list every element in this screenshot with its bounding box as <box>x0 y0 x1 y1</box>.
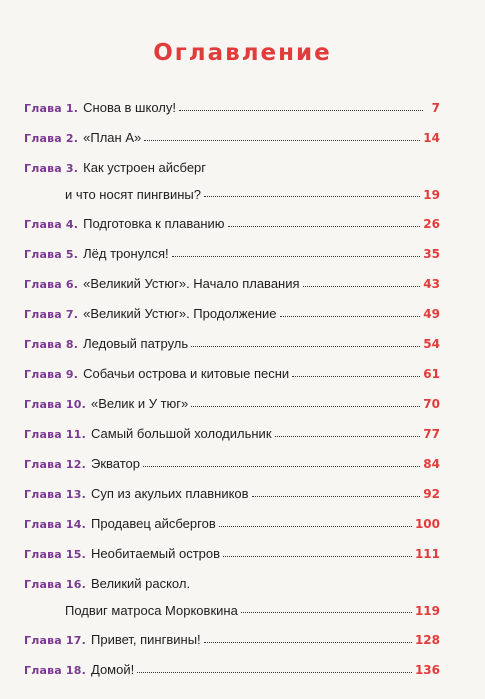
page-title: Оглавление <box>153 40 332 66</box>
chapter-label: Глава 5. <box>24 248 79 261</box>
toc-entry-line <box>24 276 440 293</box>
toc-entry-line <box>24 603 440 619</box>
toc-entry-line <box>24 130 440 147</box>
toc-entry <box>24 662 440 679</box>
toc-entry <box>24 546 440 563</box>
chapter-label: Глава 6. <box>24 278 79 291</box>
chapter-title: Лёд тронулся! <box>83 246 169 261</box>
chapter-title: Ледовый патруль <box>83 336 189 351</box>
chapter-label: Глава 2. <box>24 132 79 145</box>
toc-entry-line <box>24 396 440 413</box>
dot-leader <box>204 642 412 643</box>
toc-entry-line <box>24 246 440 263</box>
chapter-label: Глава 4. <box>24 218 79 231</box>
toc-entry <box>24 396 440 413</box>
toc-entry <box>24 366 440 383</box>
toc-entry-line <box>24 187 440 203</box>
page-number: 26 <box>423 217 440 231</box>
toc-entry-line <box>24 426 440 443</box>
dot-leader <box>204 196 420 197</box>
toc-entry <box>24 160 440 203</box>
chapter-label: Глава 18. <box>24 664 86 677</box>
chapter-title: «Великий Устюг». Продолжение <box>83 306 277 321</box>
chapter-label: Глава 8. <box>24 338 79 351</box>
toc-entry <box>24 486 440 503</box>
chapter-label: Глава 16. <box>24 578 86 591</box>
chapter-label: Глава 10. <box>24 398 86 411</box>
dot-leader <box>252 496 421 497</box>
chapter-label: Глава 11. <box>24 428 86 441</box>
chapter-title: Домой! <box>91 662 135 677</box>
dot-leader <box>275 436 421 437</box>
dot-leader <box>143 466 420 467</box>
dot-leader <box>191 346 420 347</box>
dot-leader <box>172 256 421 257</box>
dot-leader <box>144 140 420 141</box>
toc-entry-line <box>24 336 440 353</box>
toc-entry-line <box>24 662 440 679</box>
page-number: 84 <box>423 457 440 471</box>
dot-leader <box>137 672 412 673</box>
toc-entry <box>24 216 440 233</box>
chapter-label: Глава 15. <box>24 548 86 561</box>
toc-entry <box>24 632 440 649</box>
chapter-label: Глава 3. <box>24 162 79 175</box>
table-of-contents <box>24 100 440 692</box>
page-number: 19 <box>423 188 440 202</box>
toc-entry <box>24 130 440 147</box>
chapter-title: «Великий Устюг». Начало плавания <box>83 276 300 291</box>
chapter-title: Как устроен айсберг <box>83 160 207 175</box>
dot-leader <box>223 556 412 557</box>
chapter-title: Подвиг матроса Морковкина <box>65 603 238 618</box>
page-number: 14 <box>423 131 440 145</box>
chapter-label: Глава 13. <box>24 488 86 501</box>
page-number: 111 <box>414 547 440 561</box>
dot-leader <box>280 316 421 317</box>
toc-entry-line <box>24 366 440 383</box>
chapter-title: Необитаемый остров <box>91 546 221 561</box>
dot-leader <box>179 110 423 111</box>
chapter-label: Глава 7. <box>24 308 79 321</box>
dot-leader <box>191 406 420 407</box>
page-number: 43 <box>423 277 440 291</box>
toc-entry-line <box>24 576 440 593</box>
chapter-label: Глава 12. <box>24 458 86 471</box>
toc-entry-line <box>24 306 440 323</box>
chapter-title: и что носят пингвины? <box>65 187 201 202</box>
toc-entry <box>24 576 440 619</box>
chapter-title: Великий раскол. <box>91 576 191 591</box>
toc-entry-line <box>24 546 440 563</box>
dot-leader <box>241 612 412 613</box>
toc-entry <box>24 306 440 323</box>
toc-entry <box>24 516 440 533</box>
chapter-title: Снова в школу! <box>83 100 176 115</box>
toc-entry-line <box>24 632 440 649</box>
toc-entry <box>24 456 440 473</box>
page-number: 54 <box>423 337 440 351</box>
toc-entry <box>24 336 440 353</box>
page-number: 77 <box>423 427 440 441</box>
page-number: 61 <box>423 367 440 381</box>
dot-leader <box>292 376 420 377</box>
chapter-label: Глава 17. <box>24 634 86 647</box>
chapter-title: Продавец айсбергов <box>91 516 216 531</box>
toc-entry-line <box>24 486 440 503</box>
chapter-title: Экватор <box>91 456 141 471</box>
toc-entry-line <box>24 456 440 473</box>
chapter-title: «Велик и У тюг» <box>91 396 189 411</box>
dot-leader <box>228 226 421 227</box>
page-number: 70 <box>423 397 440 411</box>
toc-entry-line <box>24 160 440 177</box>
chapter-label: Глава 1. <box>24 102 79 115</box>
toc-entry <box>24 246 440 263</box>
page-number: 49 <box>423 307 440 321</box>
chapter-title: «План А» <box>83 130 142 145</box>
chapter-title: Собачьи острова и китовые песни <box>83 366 290 381</box>
dot-leader <box>303 286 421 287</box>
toc-entry <box>24 426 440 443</box>
toc-entry-line <box>24 100 440 117</box>
toc-entry-line <box>24 216 440 233</box>
dot-leader <box>219 526 412 527</box>
page-number: 100 <box>414 517 440 531</box>
chapter-title: Подготовка к плаванию <box>83 216 225 231</box>
page-number: 136 <box>414 663 440 677</box>
chapter-title: Привет, пингвины! <box>91 632 201 647</box>
page-number: 119 <box>414 604 440 618</box>
chapter-title: Суп из акульих плавников <box>91 486 249 501</box>
page-number: 92 <box>423 487 440 501</box>
chapter-label: Глава 9. <box>24 368 79 381</box>
toc-entry <box>24 276 440 293</box>
page-number: 7 <box>431 101 440 115</box>
toc-entry <box>24 100 440 117</box>
page-number: 128 <box>414 633 440 647</box>
chapter-label: Глава 14. <box>24 518 86 531</box>
toc-entry-line <box>24 516 440 533</box>
chapter-title: Самый большой холодильник <box>91 426 272 441</box>
page-number: 35 <box>423 247 440 261</box>
